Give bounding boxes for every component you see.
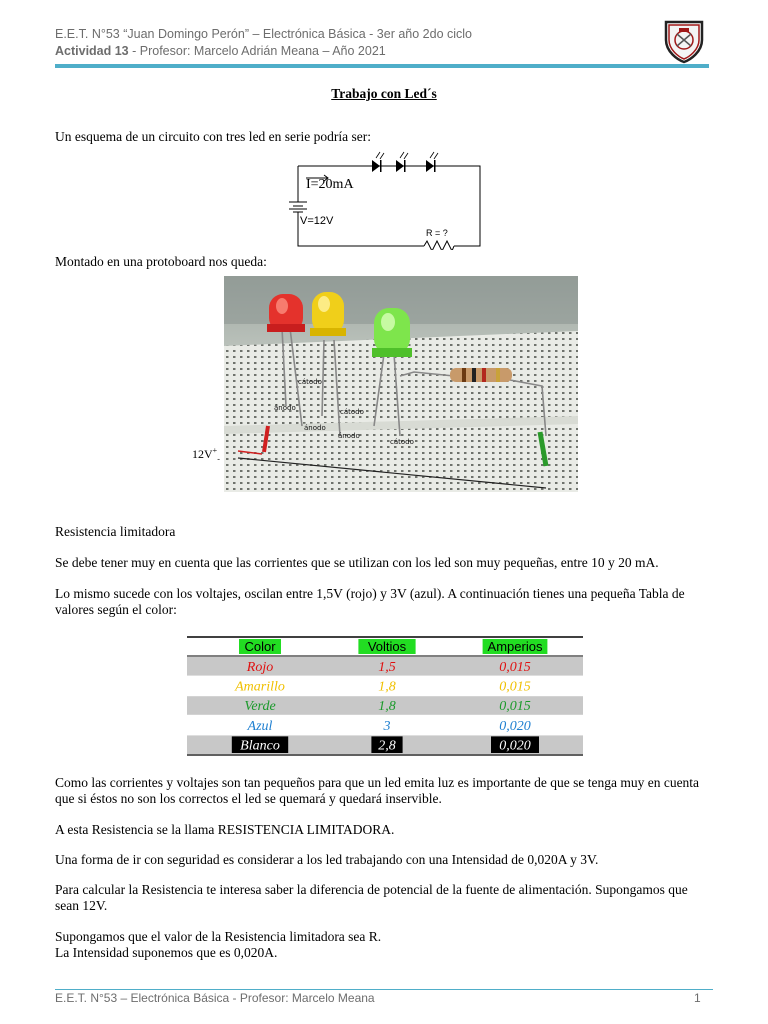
page-number: 1 — [694, 991, 701, 1005]
protoboard-intro: Montado en una protoboard nos queda: — [55, 254, 267, 269]
header-line-2-rest: - Profesor: Marcelo Adrián Meana – Año 2021 — [128, 44, 386, 58]
table-cell: 1,5 — [378, 660, 396, 675]
photo-label-anodo-1: ánodo — [274, 404, 296, 412]
school-shield-logo — [660, 16, 708, 64]
supply-voltage-text: 12V — [192, 447, 213, 461]
header-rule — [55, 64, 709, 68]
table-cell: Azul — [247, 718, 273, 734]
photo-label-catodo-3: cátodo — [390, 438, 414, 446]
photo-label-catodo-1: cátodo — [298, 378, 322, 386]
table-header-cell: Voltios — [367, 639, 407, 654]
header-activity: Actividad 13 — [55, 44, 129, 58]
led-red — [267, 294, 305, 332]
header-line-2 — [55, 43, 472, 60]
paragraph-name: A esta Resistencia se la llama RESISTENCIA LIMITADORA. — [55, 822, 395, 837]
table-cell: 1,8 — [378, 699, 396, 715]
led-series-circuit-diagram — [284, 150, 484, 250]
table-header-cell: Amperios — [487, 639, 543, 654]
table-cell: 3 — [383, 718, 391, 734]
intro-paragraph: Un esquema de un circuito con tres led en serie podría ser: — [55, 129, 372, 144]
circuit-resistor-label: R = ? — [426, 228, 448, 238]
photo-label-anodo-3: ánodo — [338, 432, 360, 440]
led-yellow — [310, 292, 346, 336]
paragraph-currents: Se debe tener muy en cuenta que las corrientes que se utilizan con los led son muy pequeñas, entre 10 y 20 mA. — [55, 555, 659, 570]
led-values-table — [187, 636, 583, 756]
paragraph-importance: Como las corrientes y voltajes son tan pequeños para que un led emita luz es importante de que se tenga muy en cuenta que si éstos no son los correctos el led se quemará y quedará inservible. — [55, 775, 700, 806]
paragraph-supply: Para calcular la Resistencia te interesa saber la diferencia de potencial de la fuente de alimentación. Supongamos que sean 12V. — [55, 882, 688, 913]
footer-rule — [55, 989, 713, 990]
section-title: Resistencia limitadora — [55, 524, 176, 539]
paragraph-intensity: La Intensidad suponemos que es 0,020A. — [55, 945, 278, 960]
resistor — [450, 368, 512, 382]
protoboard-photo — [224, 276, 578, 492]
table-cell: Rojo — [246, 660, 274, 675]
table-cell: Verde — [244, 699, 276, 715]
photo-label-anodo-2: ánodo — [304, 424, 326, 432]
header-line-1: E.E.T. N°53 “Juan Domingo Perón” – Electrónica Básica - 3er año 2do ciclo — [55, 27, 473, 41]
table-cell: Amarillo — [235, 679, 285, 695]
paragraph-safe-values: Una forma de ir con seguridad es considerar a los led trabajando con una Intensidad de 0,020A y 3V. — [55, 852, 599, 867]
page-footer: E.E.T. N°53 – Electrónica Básica - Profesor: Marcelo Meana — [55, 991, 375, 1005]
table-cell: 0,015 — [499, 699, 531, 715]
circuit-voltage-label: V=12V — [300, 215, 334, 227]
table-cell: 2,8 — [378, 738, 396, 754]
table-header-cell: Color — [244, 639, 276, 654]
paragraph-resistance-r: Supongamos que el valor de la Resistencia limitadora sea R. — [55, 929, 382, 944]
page-title: Trabajo con Led´s — [331, 86, 437, 101]
table-cell: 0,015 — [499, 679, 531, 695]
circuit-current-label: I=20mA — [306, 177, 354, 192]
table-cell: 0,020 — [499, 738, 531, 754]
supply-voltage-label: $12V^+_-$ — [192, 446, 220, 464]
table-cell: 0,015 — [499, 660, 531, 675]
photo-label-catodo-2: cátodo — [340, 408, 364, 416]
page-header — [55, 26, 472, 60]
table-cell: 1,8 — [378, 679, 396, 695]
table-cell: Blanco — [240, 738, 280, 754]
paragraph-voltages: Lo mismo sucede con los voltajes, oscilan entre 1,5V (rojo) y 3V (azul). A continuación tienes una pequeña Tabla de valores según el color: — [55, 586, 685, 617]
table-cell: 0,020 — [499, 718, 531, 734]
led-green — [372, 308, 412, 357]
